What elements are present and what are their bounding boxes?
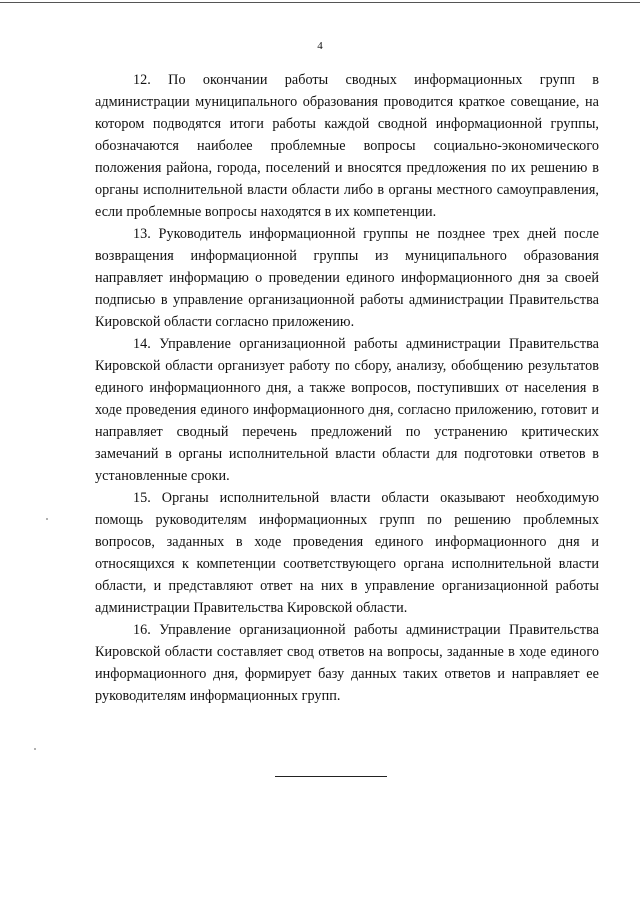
scan-speck bbox=[46, 518, 48, 520]
paragraph-14: 14. Управление организационной работы администрации Правительства Кировской области организует работу по сбору, анализу, обобщению результатов единого информационного дня, а также вопросов, поступивших от населения в ходе проведения единого информационного дня, согласно приложению, готовит и направляет сводный перечень предложений по устранению критических замечаний в органы исполнительной власти области для подготовки ответов в установленные сроки. bbox=[95, 336, 599, 484]
top-border-line bbox=[0, 2, 640, 3]
scan-speck bbox=[34, 748, 36, 750]
paragraph-12: 12. По окончании работы сводных информационных групп в администрации муниципального образования проводится краткое совещание, на котором подводятся итоги работы каждой сводной информационной группы, обозначаются наиболее проблемные вопросы социально-экономического положения района, города, поселений и вносятся предложения по их решению в органы исполнительной власти области либо в органы местного самоуправления, если проблемные вопросы находятся в их компетенции. bbox=[95, 72, 599, 220]
page-number: 4 bbox=[317, 40, 323, 52]
paragraph-13: 13. Руководитель информационной группы не позднее трех дней после возвращения информационной группы из муниципального образования направляет информацию о проведении единого информационного дня за своей подписью в управление организационной работы администрации Правительства Кировской области согласно приложению. bbox=[95, 226, 599, 330]
paragraph-16: 16. Управление организационной работы администрации Правительства Кировской области составляет свод ответов на вопросы, заданные в ходе единого информационного дня, формирует базу данных таких ответов и направляет ее руководителям информационных групп. bbox=[95, 622, 599, 704]
document-body bbox=[95, 69, 599, 707]
paragraph-15: 15. Органы исполнительной власти области оказывают необходимую помощь руководителям информационных групп по решению проблемных вопросов, заданных в ходе проведения единого информационного дня и относящихся к компетенции соответствующего органа исполнительной власти области, и представляют ответ на них в управление организационной работы администрации Правительства Кировской области. bbox=[95, 490, 599, 616]
end-of-document-line bbox=[275, 776, 387, 777]
